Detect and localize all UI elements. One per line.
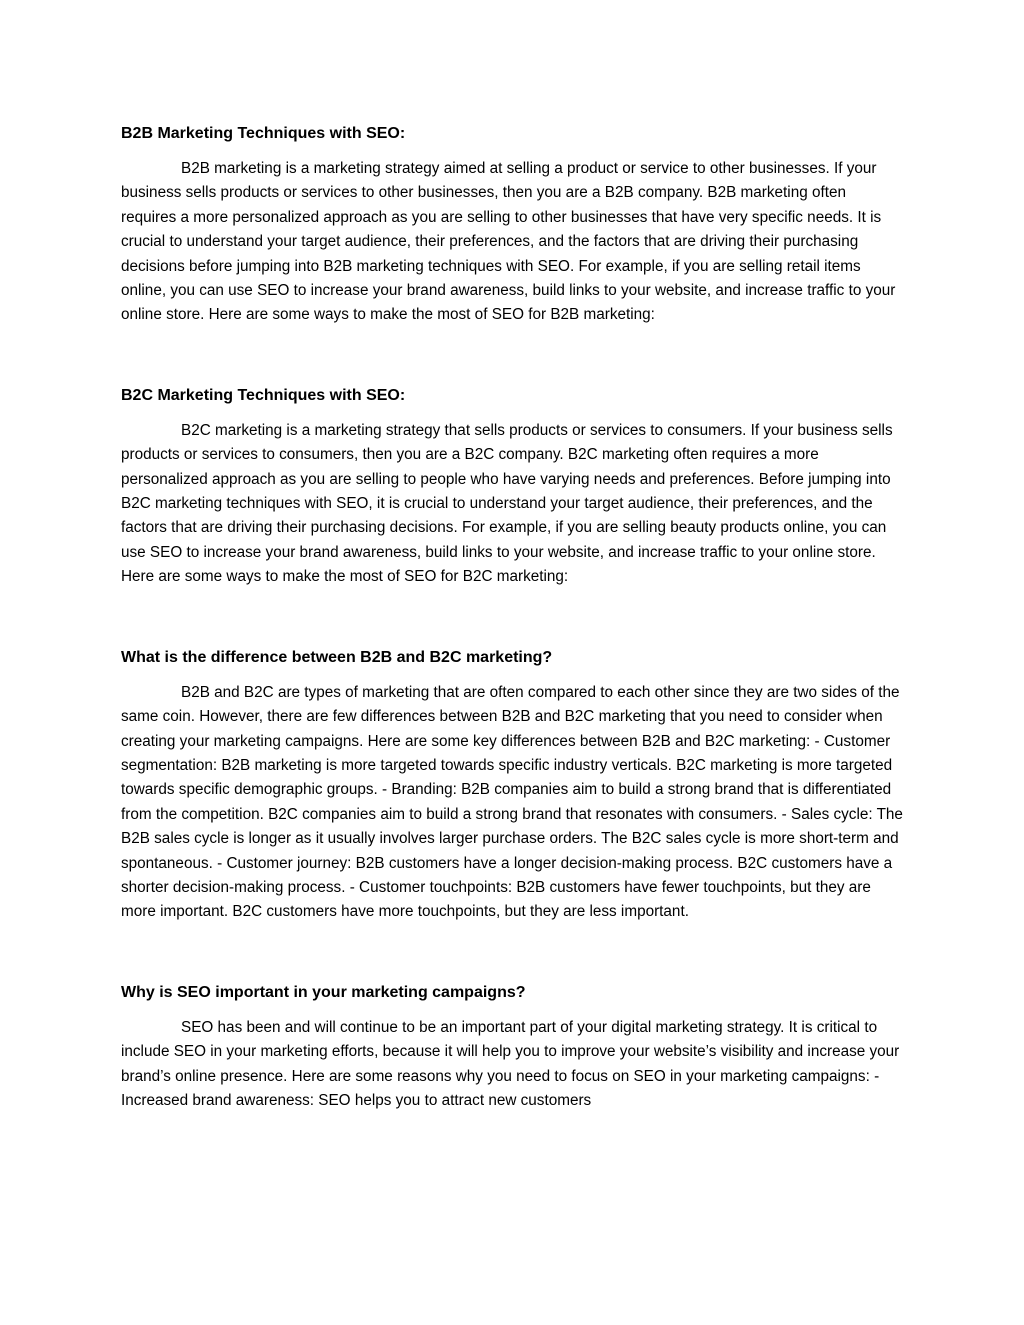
section-heading: B2B Marketing Techniques with SEO: [121,125,406,142]
section-paragraph: B2B and B2C are types of marketing that are often compared to each other since they are two sides of the same coin. However, there are few differences between B2B and B2C marketing that you need to consider when creating your marketing campaigns. Here are some key differences between B2B and B2C marketing: - Customer segmentation: B2B marketing is more targeted towards specific industry verticals. B2C marketing is more targeted towards specific demographic groups. - Branding: B2B companies aim to build a strong brand that is differentiated from the competition. B2C companies aim to build a strong brand that resonates with consumers. - Sales cycle: The B2B sales cycle is longer as it usually involves larger purchase orders. The B2C sales cycle is more short-term and spontaneous. - Customer journey: B2B customers have a longer decision-making process. B2C customers have a shorter decision-making process. - Customer touchpoints: B2B customers have fewer touchpoints, but they are more important. B2C customers have more touchpoints, but they are less important. [121,683,903,921]
section-paragraph: B2B marketing is a marketing strategy aimed at selling a product or service to other businesses. If your business sells products or services to other businesses, then you are a B2B company. B2B marketing often requires a more personalized approach as you are selling to other businesses that have very specific needs. It is crucial to understand your target audience, their preferences, and the factors that are driving their purchasing decisions before jumping into B2B marketing techniques with SEO. For example, if you are selling retail items online, you can use SEO to increase your brand awareness, build links to your website, and increase traffic to your online store. Here are some ways to make the most of SEO for B2B marketing: [121,160,896,324]
section-b2b-vs-b2c [121,646,903,925]
section-heading: Why is SEO important in your marketing campaigns? [121,983,526,1001]
section-b2b-techniques [121,122,903,328]
section-seo-importance [121,981,903,1114]
section-b2c-techniques [121,384,903,590]
section-paragraph: SEO has been and will continue to be an important part of your digital marketing strategy. It is critical to include SEO in your marketing efforts, because it will help you to improve your website’s visibility and increase your brand’s online presence. Here are some reasons why you need to focus on SEO in your marketing campaigns: - Increased brand awareness: SEO helps you to attract new customers [121,1018,900,1109]
document-content [121,122,903,1169]
section-paragraph: B2C marketing is a marketing strategy that sells products or services to consumers. If your business sells products or services to consumers, then you are a B2C company. B2C marketing often requires a more personalized approach as you are selling to people who have varying needs and preferences. Before jumping into B2C marketing techniques with SEO, it is crucial to understand your target audience, their preferences, and the factors that are driving their purchasing decisions. For example, if you are selling beauty products online, you can use SEO to increase your brand awareness, build links to your website, and increase traffic to your online store. Here are some ways to make the most of SEO for B2C marketing: [121,421,893,586]
section-heading: B2C Marketing Techniques with SEO: [121,386,406,404]
section-heading: What is the difference between B2B and B2C marketing? [121,648,553,666]
